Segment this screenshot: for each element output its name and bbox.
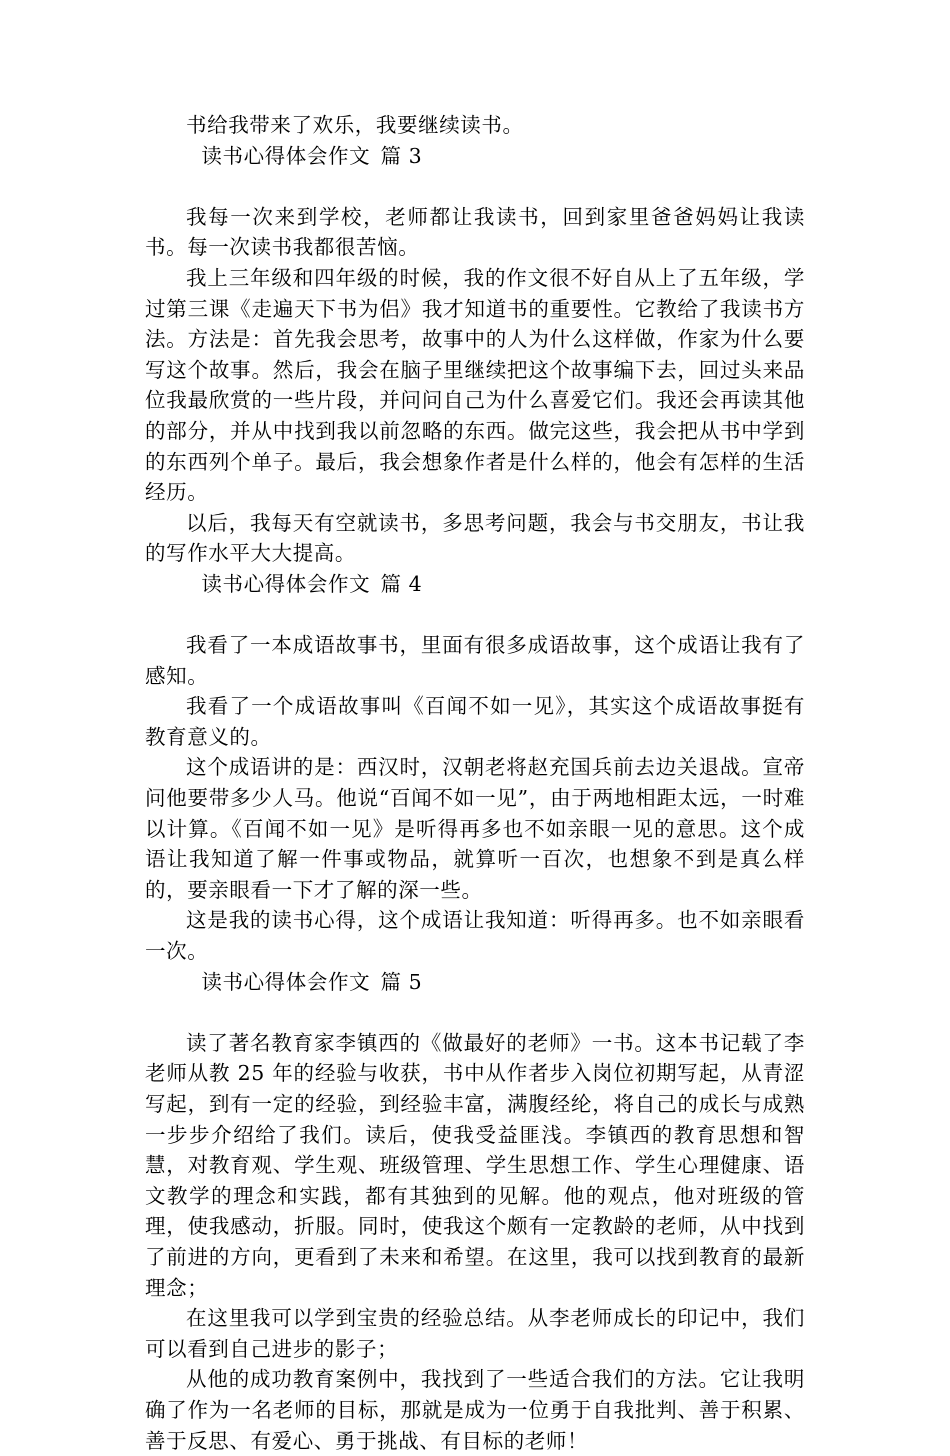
section-heading-3	[145, 141, 805, 172]
paragraph: 书给我带来了欢乐，我要继续读书。	[186, 113, 524, 137]
paragraph: 我看了一本成语故事书，里面有很多成语故事，这个成语让我有了感知。	[145, 633, 805, 688]
blank-line	[145, 600, 805, 631]
section-heading-4	[145, 569, 805, 600]
paragraph: 读了著名教育家李镇西的《做最好的老师》一书。这本书记载了李老师从教 25 年的经验与收获，书中从作者步入岗位初期写起，从青涩写起，到有一定的经验，到经验丰富，满腹经纶，将自己的成长与成熟一步步介绍给了我们。读后，使我受益匪浅。李镇西的教育思想和智慧，对教育观、学生观、班级管理、学生思想工作、学生心理健康、语文教学的理念和实践，都有其独到的见解。他的观点，他对班级的管理，使我感动，折服。同时，使我这个颇有一定教龄的老师，从中找到了前进的方向，更看到了未来和希望。在这里，我可以找到教育的最新理念；	[145, 1030, 805, 1300]
paragraph: 从他的成功教育案例中，我找到了一些适合我们的方法。它让我明确了作为一名老师的目标，那就是成为一位勇于自我批判、善于积累、善于反思、有爱心、勇于挑战、有目标的老师！	[145, 1367, 805, 1453]
heading-title: 读书心得体会作文	[201, 969, 371, 994]
heading-title: 读书心得体会作文	[201, 571, 371, 596]
heading-number: 篇 4	[380, 571, 423, 596]
heading-number: 篇 3	[380, 143, 423, 168]
paragraph: 我上三年级和四年级的时候，我的作文很不好自从上了五年级，学过第三课《走遍天下书为侣》我才知道书的重要性。它教给了我读书方法。方法是：首先我会思考，故事中的人为什么这样做，作家为什么要写这个故事。然后，我会在脑子里继续把这个故事编下去，回过头来品位我最欣赏的一些片段，并问问自己为什么喜爱它们。我还会再读其他的部分，并从中找到我以前忽略的东西。做完这些，我会把从书中学到的东西列个单子。最后，我会想象作者是什么样的，他会有怎样的生活经历。	[145, 265, 805, 505]
heading-title: 读书心得体会作文	[201, 143, 371, 168]
paragraph: 我每一次来到学校，老师都让我读书，回到家里爸爸妈妈让我读书。每一次读书我都很苦恼。	[145, 204, 805, 260]
blank-line	[145, 171, 805, 202]
paragraph: 在这里我可以学到宝贵的经验总结。从李老师成长的印记中，我们可以看到自己进步的影子；	[145, 1306, 805, 1361]
section-heading-5	[145, 967, 805, 998]
blank-line	[145, 997, 805, 1028]
paragraph: 以后，我每天有空就读书，多思考问题，我会与书交朋友，书让我的写作水平大大提高。	[145, 510, 805, 566]
paragraph: 这是我的读书心得，这个成语让我知道：听得再多。也不如亲眼看一次。	[145, 908, 805, 964]
document-page	[145, 110, 805, 1456]
paragraph: 这个成语讲的是：西汉时，汉朝老将赵充国兵前去边关退战。宣帝问他要带多少人马。他说“百闻不如一见”，由于两地相距太远，一时难以计算。《百闻不如一见》是听得再多也不如亲眼一见的意思。这个成语让我知道了解一件事或物品，就算听一百次，也想象不到是真么样的，要亲眼看一下才了解的深一些。	[145, 755, 805, 902]
paragraph: 我看了一个成语故事叫《百闻不如一见》，其实这个成语故事挺有教育意义的。	[145, 694, 805, 749]
heading-number: 篇 5	[380, 969, 423, 994]
